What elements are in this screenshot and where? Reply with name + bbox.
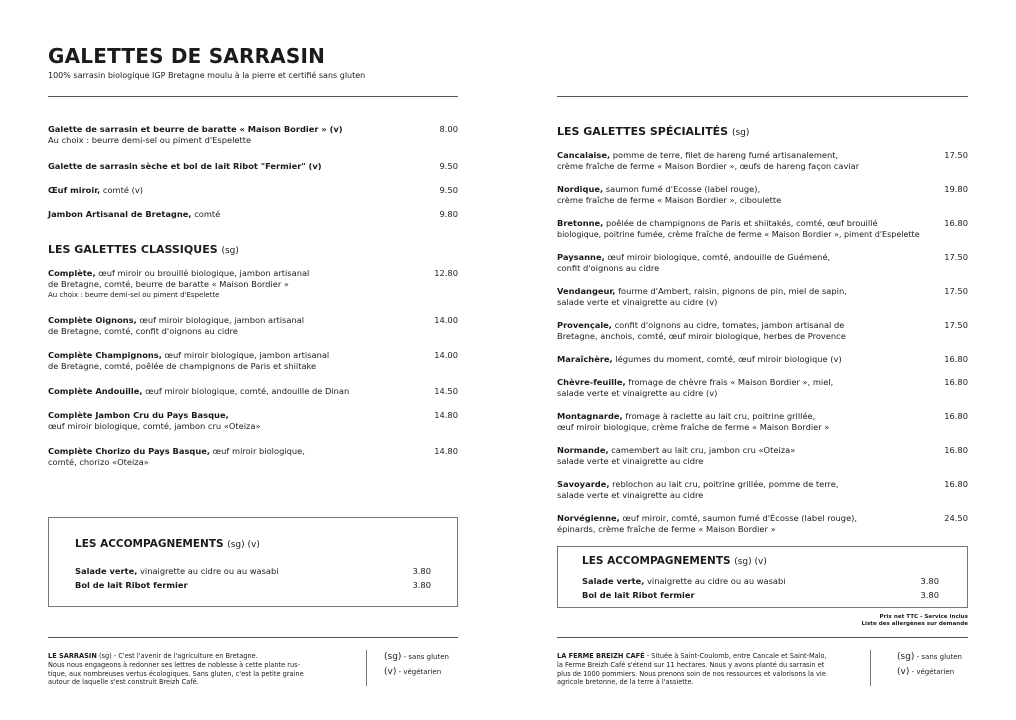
section-tag: (sg)	[731, 128, 750, 138]
item-desc-line2: salade verte et vinaigrette au cidre (v)	[557, 297, 718, 307]
item-price: 8.00	[439, 124, 458, 134]
item-desc: camembert au lait cru, jambon cru «Oteiza»	[608, 445, 796, 455]
item-desc: comté	[191, 209, 221, 219]
item-price: 16.80	[944, 479, 968, 489]
item-price: 14.00	[434, 315, 458, 325]
item-desc: œuf miroir biologique,	[210, 446, 305, 456]
item-desc: légumes du moment, comté, œuf miroir biologique (v)	[612, 354, 842, 364]
item-desc-line2: crème fraîche de ferme « Maison Bordier », ciboulette	[557, 195, 782, 205]
item-desc: œuf miroir ou brouillé biologique, jambon artisanal	[95, 268, 310, 278]
menu-item	[557, 252, 968, 274]
menu-item	[557, 218, 968, 240]
side-item	[582, 576, 786, 587]
item-name: Nordique,	[557, 184, 604, 194]
item-desc-line2: œuf miroir biologique, comté, jambon cru «Oteiza»	[48, 421, 261, 431]
item-price: 14.80	[434, 410, 458, 420]
side-item-price: 3.80	[920, 590, 939, 600]
menu-item	[557, 286, 968, 308]
box-tag: (sg) (v)	[734, 557, 767, 567]
footer-lead: LA FERME BREIZH CAFÉ	[557, 652, 645, 660]
footer-divider	[870, 650, 871, 686]
item-price: 16.80	[944, 411, 968, 421]
item-name: Provençale,	[557, 320, 612, 330]
divider	[48, 637, 458, 638]
section-title-text: LES GALETTES SPÉCIALITÉS	[557, 125, 729, 138]
item-desc: œuf miroir biologique, jambon artisanal	[161, 350, 330, 360]
footer-line: - Située à Saint-Coulomb, entre Cancale et Saint-Malo,	[644, 652, 827, 660]
item-name: Complète Chorizo du Pays Basque,	[48, 446, 211, 456]
item-price: 24.50	[944, 513, 968, 523]
box-tag: (sg) (v)	[227, 540, 260, 550]
section-tag: (sg)	[221, 246, 239, 256]
side-item-desc: vinaigrette au cidre ou au wasabi	[137, 566, 279, 576]
item-name: Œuf miroir,	[48, 185, 101, 195]
menu-item	[48, 386, 458, 397]
item-desc-line2: biologique, poitrine fumée, crème fraîche de ferme « Maison Bordier », piment d'Espelette	[557, 230, 920, 239]
item-price: 12.80	[434, 268, 458, 278]
menu-item	[48, 350, 458, 372]
menu-item	[557, 445, 968, 467]
item-name: Paysanne,	[557, 252, 605, 262]
item-desc: œuf miroir biologique, comté, andouille de Dinan	[142, 386, 350, 396]
menu-item	[48, 161, 458, 172]
legend-symbol: (v)	[384, 667, 397, 677]
item-price: 16.80	[944, 445, 968, 455]
side-item-price: 3.80	[412, 566, 431, 576]
menu-item	[557, 479, 968, 501]
footer-text	[48, 652, 304, 687]
item-desc: fromage de chèvre frais « Maison Bordier », miel,	[625, 377, 834, 387]
box-title	[75, 538, 260, 550]
menu-item	[557, 411, 968, 433]
item-price: 17.50	[944, 252, 968, 262]
item-desc: confit d'oignons au cidre, tomates, jambon artisanal de	[611, 320, 845, 330]
item-price: 16.80	[944, 377, 968, 387]
menu-item	[48, 446, 458, 468]
item-price: 17.50	[944, 286, 968, 296]
item-desc-line2: œuf miroir biologique, crème fraîche de ferme « Maison Bordier »	[557, 422, 830, 432]
item-price: 16.80	[944, 218, 968, 228]
item-name: Normande,	[557, 445, 609, 455]
item-note: Au choix : beurre demi-sel ou piment d'Espelette	[48, 291, 220, 299]
item-desc: fourme d'Ambert, raisin, pignons de pin, miel de sapin,	[615, 286, 847, 296]
item-price: 9.80	[439, 209, 458, 219]
section-title-text: LES GALETTES CLASSIQUES	[48, 243, 218, 256]
side-item	[582, 590, 695, 601]
item-name: Galette de sarrasin sèche et bol de lait Ribot "Fermier" (v)	[48, 161, 322, 171]
menu-item	[48, 315, 458, 337]
box-title	[582, 555, 767, 567]
side-item-price: 3.80	[920, 576, 939, 586]
item-desc: reblochon au lait cru, poitrine grillée, pomme de terre,	[609, 479, 839, 489]
item-desc: saumon fumé d'Ecosse (label rouge),	[603, 184, 761, 194]
item-name: Galette de sarrasin et beurre de baratte « Maison Bordier » (v)	[48, 124, 343, 134]
item-price: 14.50	[434, 386, 458, 396]
item-desc: pomme de terre, filet de hareng fumé artisanalement,	[610, 150, 839, 160]
footer-text	[557, 652, 827, 687]
footer-lead: LE SARRASIN	[48, 652, 97, 660]
menu-item	[48, 185, 458, 196]
item-name: Norvégienne,	[557, 513, 620, 523]
item-price: 17.50	[944, 150, 968, 160]
item-desc-line2: comté, chorizo «Oteiza»	[48, 457, 149, 467]
menu-item	[557, 354, 968, 365]
item-desc-line2: confit d'oignons au cidre	[557, 263, 660, 273]
item-name: Complète,	[48, 268, 96, 278]
tax-line: Prix net TTC - Service inclus	[879, 614, 968, 620]
menu-item	[557, 320, 968, 342]
item-desc: œuf miroir biologique, jambon artisanal	[136, 315, 305, 325]
item-name: Complète Jambon Cru du Pays Basque,	[48, 410, 229, 420]
item-name: Vendangeur,	[557, 286, 616, 296]
item-desc: comté (v)	[100, 185, 143, 195]
item-name: Chèvre-feuille,	[557, 377, 626, 387]
side-item-name: Bol de lait Ribot fermier	[582, 590, 695, 600]
legend-text: - végétarien	[396, 668, 442, 676]
item-price: 17.50	[944, 320, 968, 330]
side-item-price: 3.80	[412, 580, 431, 590]
page-subtitle: 100% sarrasin biologique IGP Bretagne moulu à la pierre et certifié sans gluten	[48, 71, 366, 80]
divider	[48, 96, 458, 97]
legend-symbol: (sg)	[897, 652, 915, 662]
item-name: Maraîchère,	[557, 354, 613, 364]
footer-line: tique, aux nombreuses vertus écologiques. Sans gluten, c'est la petite graine	[48, 669, 304, 678]
side-item	[75, 580, 188, 591]
side-item-name: Bol de lait Ribot fermier	[75, 580, 188, 590]
footer-line: Nous nous engageons à redonner ses lettres de noblesse à cette plante rus-	[48, 660, 300, 669]
menu-item	[48, 209, 458, 220]
item-name: Complète Oignons,	[48, 315, 137, 325]
item-name: Bretonne,	[557, 218, 604, 228]
side-item-name: Salade verte,	[582, 576, 645, 586]
menu-item	[557, 513, 968, 535]
item-note: Au choix : beurre demi-sel ou piment d'Espelette	[48, 135, 252, 145]
accompagnements-box	[48, 517, 458, 607]
item-price: 16.80	[944, 354, 968, 364]
item-name: Complète Champignons,	[48, 350, 162, 360]
divider	[557, 96, 968, 97]
footer-line: la Ferme Breizh Café s'étend sur 11 hectares. Nous y avons planté du sarrasin et	[557, 660, 825, 669]
section-title	[48, 243, 239, 256]
item-price: 9.50	[439, 185, 458, 195]
item-price: 9.50	[439, 161, 458, 171]
divider	[557, 637, 968, 638]
menu-item	[48, 124, 458, 146]
section-title	[557, 125, 749, 138]
item-desc-line2: de Bretagne, comté, poêlée de champignons de Paris et shiitake	[48, 361, 317, 371]
item-desc-line2: salade verte et vinaigrette au cidre	[557, 456, 704, 466]
item-desc-line2: de Bretagne, comté, beurre de baratte « Maison Bordier »	[48, 279, 289, 289]
tax-line: Liste des allergènes sur demande	[861, 621, 968, 627]
item-name: Montagnarde,	[557, 411, 623, 421]
tax-note	[861, 614, 968, 628]
legend	[384, 652, 449, 678]
box-title-text: LES ACCOMPAGNEMENTS	[582, 555, 731, 567]
page-title: GALETTES DE SARRASIN	[48, 44, 326, 68]
accompagnements-box	[557, 546, 968, 608]
legend-symbol: (sg)	[384, 652, 402, 662]
side-item	[75, 566, 279, 577]
item-desc-line2: épinards, crème fraîche de ferme « Maison Bordier »	[557, 524, 776, 534]
footer-line: plus de 1000 pommiers. Nous prenons soin de nos ressources et valorisons la vie	[557, 669, 826, 678]
item-price: 14.00	[434, 350, 458, 360]
item-desc: œuf miroir biologique, comté, andouille de Guémené,	[604, 252, 831, 262]
item-desc-line2: salade verte et vinaigrette au cidre	[557, 490, 704, 500]
item-desc-line2: de Bretagne, comté, confit d'oignons au cidre	[48, 326, 238, 336]
item-name: Savoyarde,	[557, 479, 610, 489]
item-name: Jambon Artisanal de Bretagne,	[48, 209, 192, 219]
item-name: Complète Andouille,	[48, 386, 143, 396]
menu-item	[48, 410, 458, 432]
item-price: 14.80	[434, 446, 458, 456]
menu-item	[48, 268, 458, 300]
item-desc-line2: Bretagne, anchois, comté, œuf miroir biologique, herbes de Provence	[557, 331, 846, 341]
menu-item	[557, 150, 968, 172]
item-desc-line2: salade verte et vinaigrette au cidre (v)	[557, 388, 718, 398]
item-desc-line2: crème fraîche de ferme « Maison Bordier », œufs de hareng façon caviar	[557, 161, 860, 171]
footer-divider	[366, 650, 367, 686]
legend-text: - sans gluten	[914, 653, 962, 661]
legend-text: - végétarien	[909, 668, 955, 676]
box-title-text: LES ACCOMPAGNEMENTS	[75, 538, 224, 550]
legend-symbol: (v)	[897, 667, 910, 677]
item-desc: fromage à raclette au lait cru, poitrine grillée,	[622, 411, 816, 421]
item-desc: œuf miroir, comté, saumon fumé d'Écosse (label rouge),	[619, 513, 858, 523]
item-name: Cancalaise,	[557, 150, 611, 160]
item-price: 19.80	[944, 184, 968, 194]
side-item-desc: vinaigrette au cidre ou au wasabi	[644, 576, 786, 586]
footer-line: (sg) - C'est l'avenir de l'agriculture en Bretagne.	[96, 652, 258, 660]
footer-line: autour de laquelle s'est construit Breizh Café.	[48, 678, 199, 687]
menu-item	[557, 184, 968, 206]
menu-item	[557, 377, 968, 399]
legend	[897, 652, 962, 678]
legend-text: - sans gluten	[401, 653, 449, 661]
footer-line: agricole bretonne, de la terre à l'assiette.	[557, 678, 694, 687]
item-desc: poêlée de champignons de Paris et shiitakés, comté, œuf brouillé	[603, 218, 878, 228]
side-item-name: Salade verte,	[75, 566, 138, 576]
